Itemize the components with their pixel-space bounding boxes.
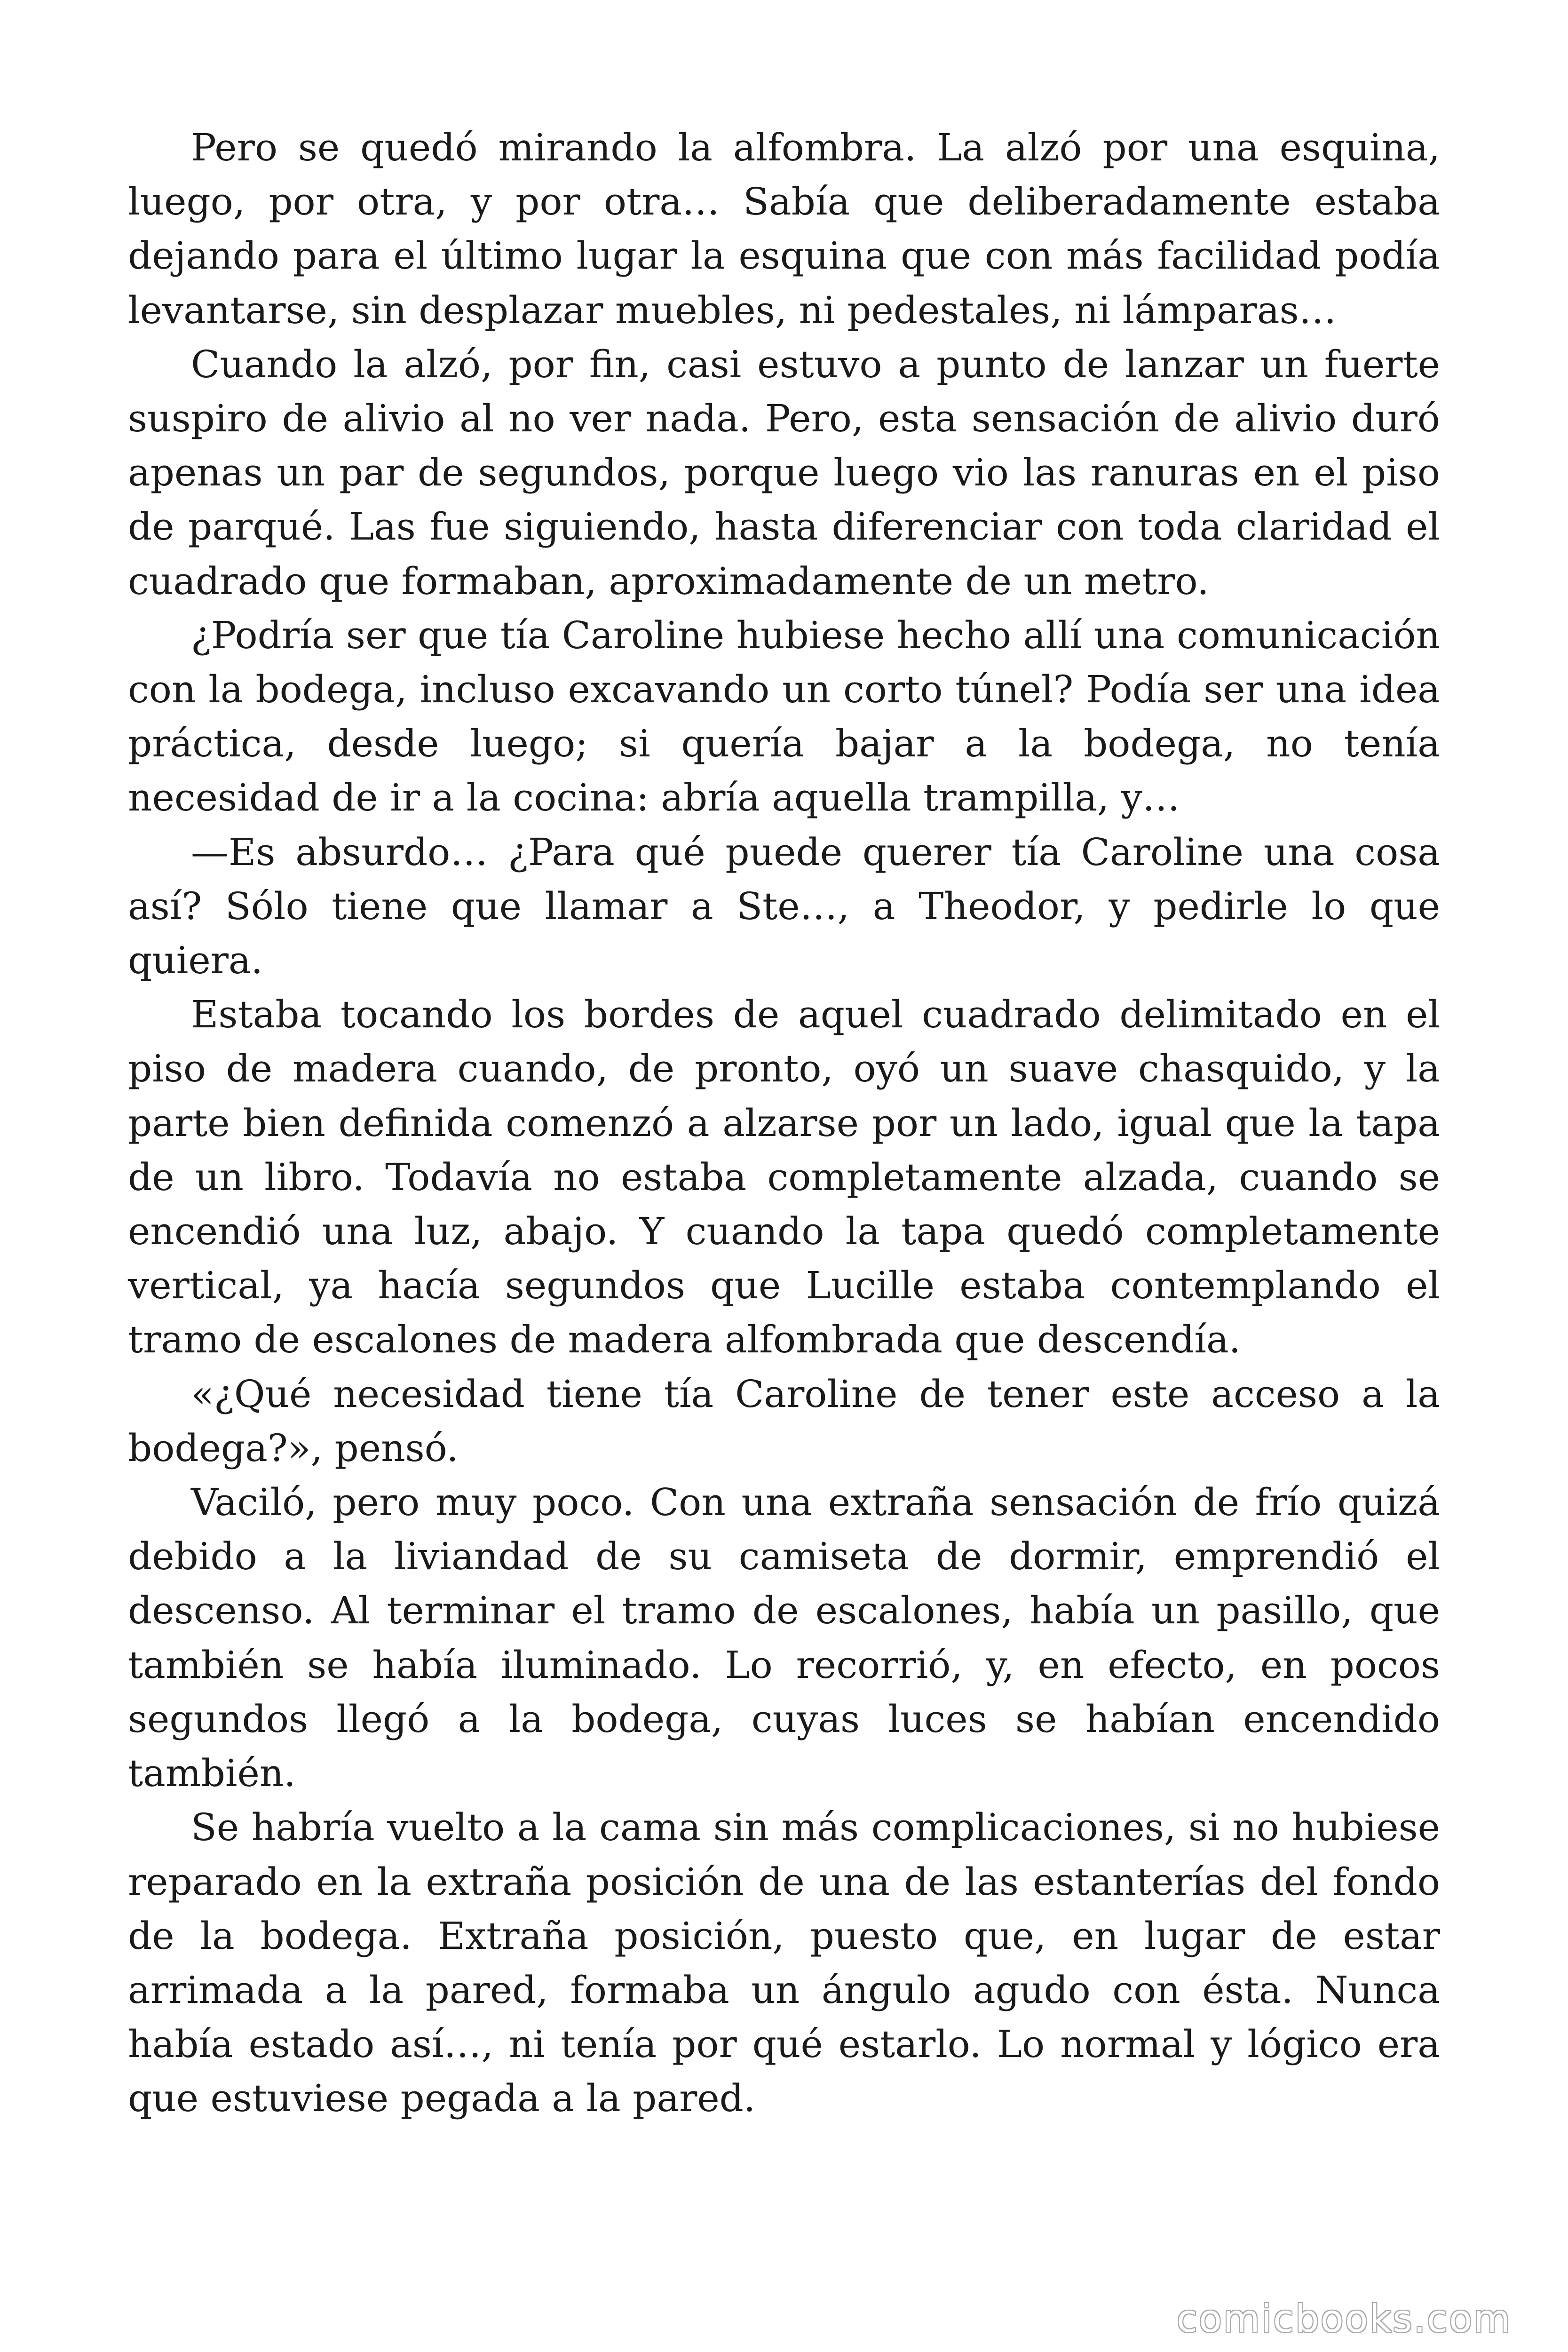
paragraph-3: ¿Podría ser que tía Caroline hubiese hecho allí una comunicación con la bodega, incluso excavando un corto túnel? Podía ser una idea práctica, desde luego; si quería bajar a la bodega, no tenía necesidad de ir a la cocina: abría aquella trampilla, y… <box>128 613 1440 820</box>
paragraph-5: Estaba tocando los bordes de aquel cuadrado delimitado en el piso de madera cuando, de pronto, oyó un suave chasquido, y la parte bien definida comenzó a alzarse por un lado, igual que la tapa de un libro. Todavía no estaba completamente alzada, cuando se encendió una luz, abajo. Y cuando la tapa quedó completamente vertical, ya hacía segundos que Lucille estaba contemplando el tramo de escalones de madera alfombrada que descendía. <box>128 993 1440 1362</box>
watermark: comicbooks.com <box>1176 2297 1512 2341</box>
paragraph-1: Pero se quedó mirando la alfombra. La alzó por una esquina, luego, por otra, y por otra… Sabía que deliberadamente estaba dejando para el último lugar la esquina que con más facilidad podía levantarse, sin desplazar muebles, ni pedestales, ni lámparas… <box>128 126 1440 332</box>
paragraph-7: Vaciló, pero muy poco. Con una extraña sensación de frío quizá debido a la liviandad de su camiseta de dormir, emprendió el descenso. Al terminar el tramo de escalones, había un pasillo, que también se había iluminado. Lo recorrió, y, en efecto, en pocos segundos llegó a la bodega, cuyas luces se habían encendido también. <box>128 1480 1440 1796</box>
paragraph-2: Cuando la alzó, por fin, casi estuvo a punto de lanzar un fuerte suspiro de alivio al no ver nada. Pero, esta sensación de alivio duró apenas un par de segundos, porque luego vio las ranuras en el piso de parqué. Las fue siguiendo, hasta diferenciar con toda claridad el cuadrado que formaban, aproximadamente de un metro. <box>128 342 1440 603</box>
paragraph-6: «¿Qué necesidad tiene tía Caroline de tener este acceso a la bodega?», pensó. <box>128 1372 1440 1470</box>
paragraph-8: Se habría vuelto a la cama sin más complicaciones, si no hubiese reparado en la extraña posición de una de las estanterías del fondo de la bodega. Extraña posición, puesto que, en lugar de estar arrimada a la pared, formaba un ángulo agudo con ésta. Nunca había estado así…, ni tenía por qué estarlo. Lo normal y lógico era que estuviese pegada a la pared. <box>128 1805 1440 2121</box>
paragraph-4: —Es absurdo… ¿Para qué puede querer tía Caroline una cosa así? Sólo tiene que llamar a Ste…, a Theodor, y pedirle lo que quiera. <box>128 830 1440 983</box>
body-text <box>128 120 1440 2126</box>
